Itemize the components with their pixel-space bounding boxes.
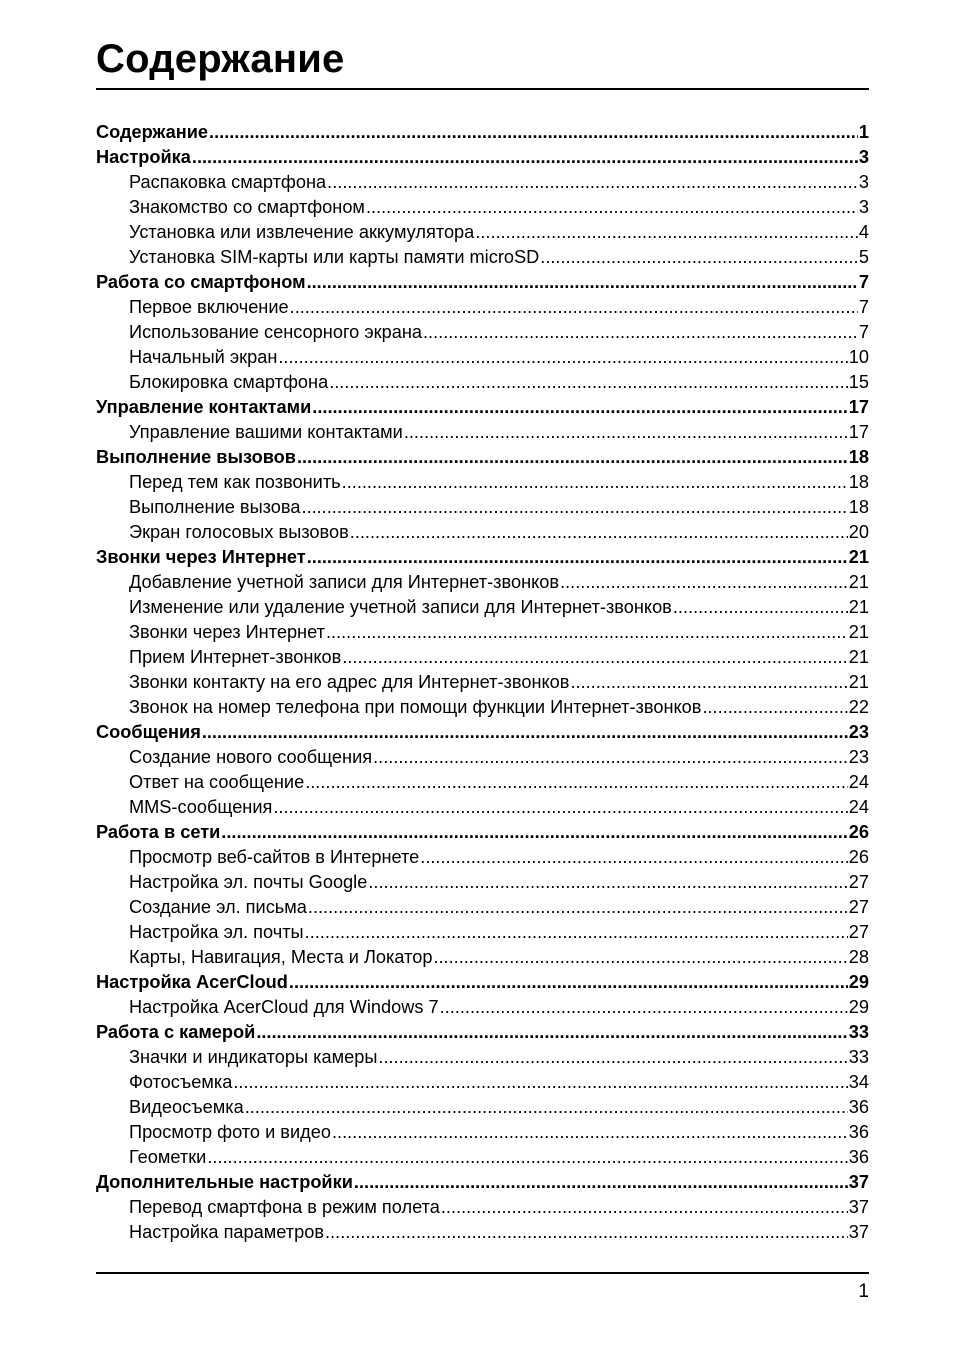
- toc-section-entry[interactable]: [96, 670, 869, 695]
- dot-leader: [308, 895, 848, 920]
- toc-entry-title: Работа со смартфоном: [96, 272, 306, 292]
- toc-entry-page: 10: [848, 347, 869, 367]
- toc-entry-title: Выполнение вызова: [129, 497, 301, 517]
- toc-entry-title: Перевод смартфона в режим полета: [129, 1197, 440, 1217]
- toc-entry-page: 3: [858, 172, 869, 192]
- toc-section-entry[interactable]: [96, 645, 869, 670]
- toc-entry-page: 1: [858, 122, 869, 142]
- toc-entry-title: Установка SIM-карты или карты памяти microSD: [129, 247, 540, 267]
- toc-entry-title: Распаковка смартфона: [129, 172, 327, 192]
- dot-leader: [420, 845, 848, 870]
- dot-leader: [305, 920, 848, 945]
- toc-entry-page: 36: [848, 1147, 869, 1167]
- toc-section-entry[interactable]: [96, 770, 869, 795]
- toc-entry-page: 20: [848, 522, 869, 542]
- dot-leader: [202, 720, 848, 745]
- toc-section-entry[interactable]: [96, 345, 869, 370]
- dot-leader: [440, 995, 848, 1020]
- toc-entry-title: Настройка AcerCloud: [96, 972, 288, 992]
- dot-leader: [378, 1045, 847, 1070]
- dot-leader: [404, 420, 848, 445]
- title-divider: [96, 88, 869, 90]
- toc-entry-page: 24: [848, 772, 869, 792]
- toc-section-entry[interactable]: [96, 1095, 869, 1120]
- toc-entry-page: 17: [848, 422, 869, 442]
- dot-leader: [441, 1195, 848, 1220]
- toc-section-entry[interactable]: [96, 920, 869, 945]
- dot-leader: [423, 320, 858, 345]
- toc-chapter-entry[interactable]: [96, 445, 869, 470]
- toc-entry-page: 27: [848, 922, 869, 942]
- toc-entry-page: 23: [848, 722, 869, 742]
- toc-entry-title: Знакомство со смартфоном: [129, 197, 365, 217]
- dot-leader: [297, 445, 848, 470]
- dot-leader: [350, 520, 848, 545]
- toc-entry-page: 21: [848, 622, 869, 642]
- toc-section-entry[interactable]: [96, 945, 869, 970]
- dot-leader: [368, 870, 847, 895]
- toc-chapter-entry[interactable]: [96, 545, 869, 570]
- dot-leader: [221, 820, 847, 845]
- toc-entry-title: Значки и индикаторы камеры: [129, 1047, 378, 1067]
- toc-entry-page: 15: [848, 372, 869, 392]
- dot-leader: [290, 295, 858, 320]
- dot-leader: [673, 595, 848, 620]
- toc-entry-title: Геометки: [129, 1147, 207, 1167]
- toc-chapter-entry[interactable]: [96, 1170, 869, 1195]
- toc-section-entry[interactable]: [96, 870, 869, 895]
- toc-entry-title: Звонок на номер телефона при помощи функции Интернет-звонков: [129, 697, 702, 717]
- dot-leader: [209, 120, 858, 145]
- toc-entry-page: 3: [858, 197, 869, 217]
- dot-leader: [560, 570, 848, 595]
- toc-section-entry[interactable]: [96, 1195, 869, 1220]
- toc-section-entry[interactable]: [96, 495, 869, 520]
- toc-entry-page: 33: [848, 1022, 869, 1042]
- dot-leader: [540, 245, 858, 270]
- toc-entry-page: 36: [848, 1122, 869, 1142]
- dot-leader: [307, 545, 848, 570]
- dot-leader: [342, 645, 847, 670]
- toc-section-entry[interactable]: [96, 995, 869, 1020]
- toc-entry-title: Настройка эл. почты Google: [129, 872, 368, 892]
- toc-entry-title: Изменение или удаление учетной записи для Интернет-звонков: [129, 597, 672, 617]
- dot-leader: [305, 770, 848, 795]
- toc-chapter-entry[interactable]: [96, 145, 869, 170]
- toc-chapter-entry[interactable]: [96, 820, 869, 845]
- toc-entry-title: Создание эл. письма: [129, 897, 307, 917]
- toc-entry-page: 18: [848, 472, 869, 492]
- toc-entry-title: Работа в сети: [96, 822, 221, 842]
- toc-entry-title: Использование сенсорного экрана: [129, 322, 422, 342]
- toc-entry-page: 24: [848, 797, 869, 817]
- toc-entry-page: 23: [848, 747, 869, 767]
- toc-section-entry[interactable]: [96, 220, 869, 245]
- toc-entry-page: 21: [848, 597, 869, 617]
- toc-entry-title: Просмотр фото и видео: [129, 1122, 331, 1142]
- toc-chapter-entry[interactable]: [96, 395, 869, 420]
- toc-section-entry[interactable]: [96, 420, 869, 445]
- toc-section-entry[interactable]: [96, 295, 869, 320]
- toc-section-entry[interactable]: [96, 895, 869, 920]
- toc-entry-title: Добавление учетной записи для Интернет-звонков: [129, 572, 560, 592]
- toc-entry-page: 7: [858, 272, 869, 292]
- toc-section-entry[interactable]: [96, 1070, 869, 1095]
- toc-chapter-entry[interactable]: [96, 970, 869, 995]
- toc-entry-page: 21: [848, 672, 869, 692]
- toc-entry-page: 3: [858, 147, 869, 167]
- toc-entry-page: 21: [848, 572, 869, 592]
- toc-entry-page: 17: [848, 397, 869, 417]
- toc-entry-page: 22: [848, 697, 869, 717]
- dot-leader: [256, 1020, 847, 1045]
- dot-leader: [354, 1170, 848, 1195]
- toc-entry-title: Работа с камерой: [96, 1022, 256, 1042]
- toc-section-entry[interactable]: [96, 695, 869, 720]
- toc-entry-page: 27: [848, 872, 869, 892]
- toc-entry-title: Звонки через Интернет: [96, 547, 306, 567]
- toc-section-entry[interactable]: [96, 620, 869, 645]
- toc-entry-page: 34: [848, 1072, 869, 1092]
- toc-entry-page: 26: [848, 822, 869, 842]
- dot-leader: [332, 1120, 848, 1145]
- toc-section-entry[interactable]: [96, 845, 869, 870]
- toc-section-entry[interactable]: [96, 245, 869, 270]
- toc-entry-page: 37: [848, 1172, 869, 1192]
- dot-leader: [307, 270, 858, 295]
- toc-entry-title: Настройка AcerCloud для Windows 7: [129, 997, 439, 1017]
- toc-entry-title: Сообщения: [96, 722, 201, 742]
- dot-leader: [373, 745, 848, 770]
- toc-entry-title: Ответ на сообщение: [129, 772, 305, 792]
- toc-entry-title: Управление вашими контактами: [129, 422, 403, 442]
- dot-leader: [433, 945, 847, 970]
- toc-section-entry[interactable]: [96, 1220, 869, 1245]
- toc-section-entry[interactable]: [96, 170, 869, 195]
- toc-entry-page: 5: [858, 247, 869, 267]
- dot-leader: [326, 620, 848, 645]
- toc-entry-page: 29: [848, 997, 869, 1017]
- toc-entry-title: Дополнительные настройки: [96, 1172, 353, 1192]
- toc-entry-page: 33: [848, 1047, 869, 1067]
- toc-section-entry[interactable]: [96, 745, 869, 770]
- toc-entry-title: Карты, Навигация, Места и Локатор: [129, 947, 433, 967]
- toc-entry-page: 37: [848, 1197, 869, 1217]
- toc-chapter-entry[interactable]: [96, 1020, 869, 1045]
- toc-entry-title: Создание нового сообщения: [129, 747, 373, 767]
- dot-leader: [327, 170, 858, 195]
- toc-entry-title: Настройка: [96, 147, 191, 167]
- toc-entry-page: 29: [848, 972, 869, 992]
- toc-entry-page: 21: [848, 647, 869, 667]
- dot-leader: [475, 220, 858, 245]
- toc-entry-title: Звонки через Интернет: [129, 622, 325, 642]
- toc-entry-page: 26: [848, 847, 869, 867]
- table-of-contents: [96, 120, 869, 1245]
- dot-leader: [301, 495, 847, 520]
- toc-entry-page: 7: [858, 322, 869, 342]
- toc-section-entry[interactable]: [96, 595, 869, 620]
- toc-entry-page: 27: [848, 897, 869, 917]
- toc-entry-title: Экран голосовых вызовов: [129, 522, 349, 542]
- toc-entry-page: 37: [848, 1222, 869, 1242]
- toc-section-entry[interactable]: [96, 470, 869, 495]
- toc-entry-title: Содержание: [96, 122, 209, 142]
- toc-entry-title: Первое включение: [129, 297, 289, 317]
- toc-entry-title: Управление контактами: [96, 397, 312, 417]
- toc-entry-title: Блокировка смартфона: [129, 372, 329, 392]
- dot-leader: [273, 795, 847, 820]
- page-number: 1: [858, 1281, 869, 1302]
- toc-entry-page: 4: [858, 222, 869, 242]
- dot-leader: [702, 695, 847, 720]
- page-title: Содержание: [96, 37, 345, 81]
- toc-section-entry[interactable]: [96, 520, 869, 545]
- dot-leader: [312, 395, 847, 420]
- dot-leader: [366, 195, 858, 220]
- dot-leader: [289, 970, 848, 995]
- toc-section-entry[interactable]: [96, 570, 869, 595]
- toc-entry-title: Установка или извлечение аккумулятора: [129, 222, 475, 242]
- dot-leader: [329, 370, 848, 395]
- toc-entry-title: Звонки контакту на его адрес для Интернет-звонков: [129, 672, 570, 692]
- toc-entry-title: Видеосъемка: [129, 1097, 244, 1117]
- toc-section-entry[interactable]: [96, 1120, 869, 1145]
- dot-leader: [342, 470, 848, 495]
- toc-section-entry[interactable]: [96, 370, 869, 395]
- toc-entry-page: 36: [848, 1097, 869, 1117]
- toc-entry-title: MMS-сообщения: [129, 797, 273, 817]
- toc-entry-page: 28: [848, 947, 869, 967]
- toc-entry-title: Прием Интернет-звонков: [129, 647, 342, 667]
- toc-section-entry[interactable]: [96, 1045, 869, 1070]
- dot-leader: [278, 345, 847, 370]
- toc-entry-title: Начальный экран: [129, 347, 278, 367]
- toc-chapter-entry[interactable]: [96, 720, 869, 745]
- dot-leader: [233, 1070, 847, 1095]
- toc-entry-page: 18: [848, 447, 869, 467]
- toc-entry-title: Выполнение вызовов: [96, 447, 296, 467]
- toc-entry-page: 18: [848, 497, 869, 517]
- toc-section-entry[interactable]: [96, 195, 869, 220]
- toc-entry-title: Настройка эл. почты: [129, 922, 304, 942]
- toc-entry-page: 21: [848, 547, 869, 567]
- dot-leader: [207, 1145, 847, 1170]
- toc-section-entry[interactable]: [96, 795, 869, 820]
- footer-divider: [96, 1272, 869, 1274]
- toc-section-entry[interactable]: [96, 1145, 869, 1170]
- toc-entry-title: Фотосъемка: [129, 1072, 233, 1092]
- toc-entry-title: Просмотр веб-сайтов в Интернете: [129, 847, 420, 867]
- toc-entry-page: 7: [858, 297, 869, 317]
- toc-entry-title: Перед тем как позвонить: [129, 472, 341, 492]
- dot-leader: [325, 1220, 848, 1245]
- toc-chapter-entry[interactable]: [96, 120, 869, 145]
- dot-leader: [245, 1095, 848, 1120]
- toc-chapter-entry[interactable]: [96, 270, 869, 295]
- toc-section-entry[interactable]: [96, 320, 869, 345]
- dot-leader: [192, 145, 858, 170]
- toc-entry-title: Настройка параметров: [129, 1222, 325, 1242]
- dot-leader: [570, 670, 847, 695]
